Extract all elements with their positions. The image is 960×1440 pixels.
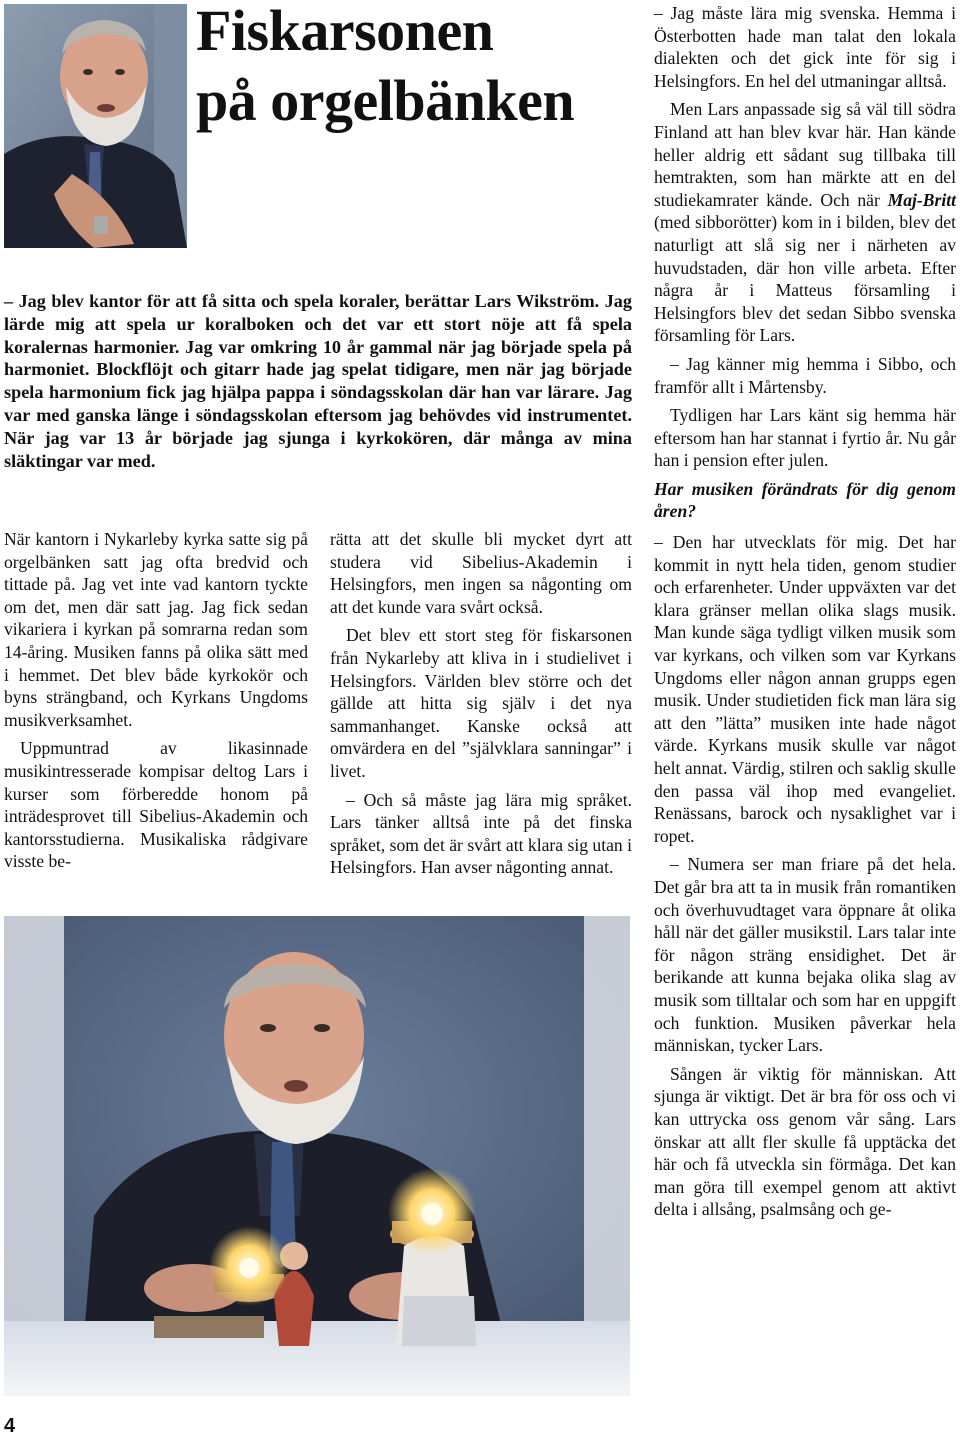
page-number: 4 xyxy=(4,1415,16,1437)
headline xyxy=(196,0,636,136)
person-name: Maj-Britt xyxy=(887,189,956,210)
body-column-1 xyxy=(4,528,308,879)
body-column-2 xyxy=(330,528,632,885)
body-paragraph: När kantorn i Nykarleby kyrka satte sig på orgelbänken satt jag ofta bredvid och tittade på. Jag vet inte vad kantorn tyckte om det, men där satt jag. Jag fick sedan vikariera i kyrkan på somrarna redan som 14-åring. Musiken fanns på olika sätt med i hemmet. Det blev både kyrkokör och byns strängband, och Kyrkans Ungdoms musikverksamhet. xyxy=(4,529,308,730)
body-paragraph: – Och så måste jag lära mig språket. Lars tänker alltså inte på det finska språket, som det är svårt att klara sig utan i Helsingfors. Han avser någonting annat. xyxy=(330,789,632,878)
lead-paragraph: – Jag blev kantor för att få sitta och spela koraler, berättar Lars Wikström. Jag lärde mig att spela ur koralboken och det var ett stort nöje att få spela koralernas harmonier. Jag var omkring 10 år gammal när jag började spela på harmoniet. Blockflöjt och gitarr hade jag spelat tidigare, men när jag började spela harmonium fick jag hjälpa pappa i söndagsskolan där han var lärare. Jag var med ganska länge i söndagsskolan eftersom jag behövdes vid instrumentet. När jag var 13 år började jag sjunga i kyrkokören, där många av mina släktingar var med. xyxy=(4,291,632,471)
body-paragraph: Uppmuntrad av likasinnade musikintresserade kompisar deltog Lars i kurser som förberedde honom på inträdesprovet till Sibelius-Akademin och kantorsstudierna. Musikaliska rådgivare visste be- xyxy=(4,738,308,872)
body-text: Men Lars anpassade sig så väl till södra Finland att han blev kvar här. Han kände heller aldrig ett sådant sug tillbaka till hemtrakten, som han märkte att en del studiekamrater kände. Och när xyxy=(654,99,956,210)
interview-question: Har musiken förändrats för dig genom åren? xyxy=(654,478,956,522)
body-paragraph: Sången är viktig för människan. Att sjunga är viktigt. Det är bra för oss och vi kan uttrycka oss genom vår sång. Lars önskar att allt fler skulle få upptäcka det här och få utveckla sin förmåga. Det kan man göra till exempel genom att aktivt delta i allsång, psalmsång och ge- xyxy=(654,1063,956,1220)
body-paragraph: – Den har utvecklats för mig. Det har kommit in nytt hela tiden, genom studier och erfarenheter. Under uppväxten var det klara gränser mellan olika slags musik. Man kunde säga tydligt vilken musik som var kyrkans, och vilken som var Kyrkans Ungdoms eller någon annan grupps egen musik. Under studietiden fick man lära sig att den ”lätta” musiken inte hade något värde. Kyrkans musik skulle var något helt annat. Värdig, stilren och saklig skulle den passa väl ihop med evangeliet. Renässans, barock och nysaklighet var i ropet. xyxy=(654,532,956,846)
body-paragraph xyxy=(654,98,956,347)
body-paragraph: rätta att det skulle bli mycket dyrt att studera vid Sibelius-Akademin i Helsingfors, men ingen sa någonting om att det kunde vara svårt också. xyxy=(330,529,632,617)
body-paragraph: – Numera ser man friare på det hela. Det går bra att ta in musik från romantiken och överhuvudtaget vara öppnare åt olika håll när det gäller musikstil. Lars talar inte för någon sträng ensidighet. Det är berikande att kunna bejaka olika slag av musik som tilltalar och som har en uppgift och funktion. Musiken påverkar hela människan, tycker Lars. xyxy=(654,854,956,1056)
body-paragraph: Tydligen har Lars känt sig hemma här eftersom han har stannat i fyrtio år. Nu går han i pension efter julen. xyxy=(654,405,956,471)
body-column-3 xyxy=(654,2,956,1227)
body-paragraph: – Jag måste lära mig svenska. Hemma i Österbotten hade man talat den lokala dialekten och det gick inte för sig i Helsingfors. En hel del utmaningar alltså. xyxy=(654,3,956,91)
body-text: (med sibborötter) kom in i bilden, blev det naturligt att slå sig ner i närheten av huvudstaden, där hon ville arbeta. Efter några år i Matteus församling i Helsingfors blev det sedan Sibbo svenska församling för Lars. xyxy=(654,212,956,346)
headline-line-2: på orgelbänken xyxy=(196,68,575,133)
main-photo xyxy=(4,916,630,1396)
body-paragraph: Det blev ett stort steg för fiskarsonen från Nykarleby att kliva in i studielivet i Helsingfors. Världen blev större och det gällde att hitta sig själv i det nya sammanhanget. Kanske också att omvärdera en del ”självklara sanningar” i livet. xyxy=(330,625,632,781)
portrait-photo xyxy=(4,4,187,248)
body-paragraph: – Jag känner mig hemma i Sibbo, och framför allt i Mårtensby. xyxy=(654,353,956,397)
headline-line-1: Fiskarsonen xyxy=(196,0,494,63)
